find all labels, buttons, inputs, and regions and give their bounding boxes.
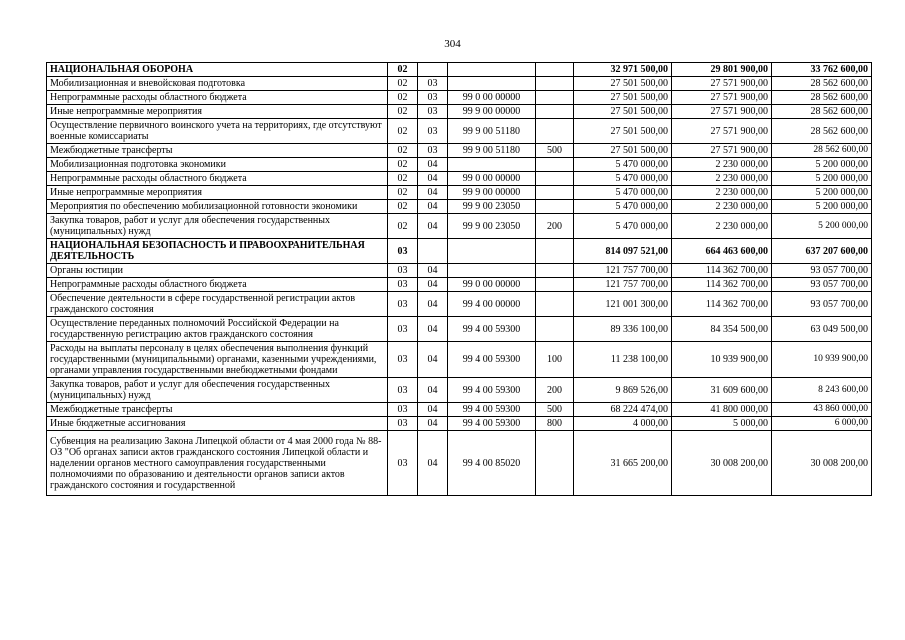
- row-subsection-code: 04: [418, 200, 448, 214]
- row-amount-year-2: 2 230 000,00: [672, 172, 772, 186]
- row-target-article: 99 0 00 00000: [448, 172, 536, 186]
- table-row: [47, 292, 872, 317]
- row-name: Межбюджетные трансферты: [47, 144, 388, 158]
- row-amount-year-1: 5 470 000,00: [574, 158, 672, 172]
- row-target-article: [448, 239, 536, 264]
- row-amount-year-3: 30 008 200,00: [772, 431, 872, 496]
- row-subsection-code: 04: [418, 214, 448, 239]
- row-target-article: 99 4 00 59300: [448, 417, 536, 431]
- row-expense-type: 200: [536, 378, 574, 403]
- row-amount-year-1: 31 665 200,00: [574, 431, 672, 496]
- row-target-article: 99 4 00 59300: [448, 317, 536, 342]
- row-name: Обеспечение деятельности в сфере государственной регистрации актов гражданского состояния: [47, 292, 388, 317]
- row-target-article: 99 4 00 85020: [448, 431, 536, 496]
- row-name: Мобилизационная и вневойсковая подготовка: [47, 77, 388, 91]
- table-row: [47, 378, 872, 403]
- row-amount-year-3: 6 000,00: [772, 417, 872, 431]
- row-section-code: 03: [388, 317, 418, 342]
- row-amount-year-2: 27 571 900,00: [672, 77, 772, 91]
- row-name: Иные бюджетные ассигнования: [47, 417, 388, 431]
- row-amount-year-3: 93 057 700,00: [772, 278, 872, 292]
- row-amount-year-1: 27 501 500,00: [574, 77, 672, 91]
- row-target-article: 99 9 00 23050: [448, 200, 536, 214]
- row-amount-year-2: 27 571 900,00: [672, 105, 772, 119]
- row-subsection-code: 04: [418, 278, 448, 292]
- row-section-code: 02: [388, 119, 418, 144]
- row-target-article: 99 4 00 59300: [448, 403, 536, 417]
- row-amount-year-1: 89 336 100,00: [574, 317, 672, 342]
- table-row: [47, 214, 872, 239]
- row-amount-year-2: 2 230 000,00: [672, 158, 772, 172]
- table-body: [47, 63, 872, 496]
- row-amount-year-3: 28 562 600,00: [772, 119, 872, 144]
- row-amount-year-3: 28 562 600,00: [772, 91, 872, 105]
- row-target-article: [448, 158, 536, 172]
- row-amount-year-2: 114 362 700,00: [672, 278, 772, 292]
- row-amount-year-2: 27 571 900,00: [672, 144, 772, 158]
- table-row: [47, 119, 872, 144]
- row-amount-year-3: 28 562 600,00: [772, 77, 872, 91]
- row-section-code: 02: [388, 91, 418, 105]
- row-amount-year-2: 664 463 600,00: [672, 239, 772, 264]
- row-amount-year-2: 2 230 000,00: [672, 186, 772, 200]
- row-subsection-code: 04: [418, 158, 448, 172]
- row-name: Мобилизационная подготовка экономики: [47, 158, 388, 172]
- row-expense-type: [536, 264, 574, 278]
- row-expense-type: 100: [536, 342, 574, 378]
- row-amount-year-1: 814 097 521,00: [574, 239, 672, 264]
- row-expense-type: [536, 172, 574, 186]
- row-amount-year-3: 637 207 600,00: [772, 239, 872, 264]
- table-row: [47, 317, 872, 342]
- row-amount-year-2: 27 571 900,00: [672, 91, 772, 105]
- row-amount-year-3: 33 762 600,00: [772, 63, 872, 77]
- row-amount-year-1: 32 971 500,00: [574, 63, 672, 77]
- row-amount-year-3: 43 860 000,00: [772, 403, 872, 417]
- row-subsection-code: 04: [418, 417, 448, 431]
- row-target-article: 99 9 00 00000: [448, 105, 536, 119]
- row-target-article: [448, 77, 536, 91]
- row-name: Иные непрограммные мероприятия: [47, 186, 388, 200]
- row-target-article: [448, 264, 536, 278]
- row-amount-year-1: 27 501 500,00: [574, 91, 672, 105]
- row-section-code: 02: [388, 77, 418, 91]
- row-section-code: 02: [388, 105, 418, 119]
- row-expense-type: [536, 239, 574, 264]
- row-name-text: Субвенция на реализацию Закона Липецкой области от 4 мая 2000 года № 88-ОЗ "Об органах записи актов гражданского состояния Липецкой области и наделении органов местного самоуправления государственными полномочиями по образованию и деятельности органов записи актов гражданского состояния и государственной: [50, 435, 382, 491]
- row-subsection-code: 03: [418, 144, 448, 158]
- row-amount-year-3: 5 200 000,00: [772, 186, 872, 200]
- row-expense-type: [536, 278, 574, 292]
- row-section-code: 02: [388, 186, 418, 200]
- row-expense-type: [536, 317, 574, 342]
- table-row: [47, 186, 872, 200]
- row-section-code: 03: [388, 403, 418, 417]
- row-target-article: 99 4 00 59300: [448, 378, 536, 403]
- row-section-code: 03: [388, 378, 418, 403]
- row-expense-type: 500: [536, 403, 574, 417]
- row-expense-type: [536, 186, 574, 200]
- row-section-code: 03: [388, 431, 418, 496]
- row-amount-year-1: 5 470 000,00: [574, 200, 672, 214]
- table-row: [47, 239, 872, 264]
- row-target-article: 99 9 00 00000: [448, 186, 536, 200]
- row-amount-year-1: 68 224 474,00: [574, 403, 672, 417]
- row-name: Мероприятия по обеспечению мобилизационной готовности экономики: [47, 200, 388, 214]
- row-amount-year-1: 121 757 700,00: [574, 264, 672, 278]
- row-subsection-code: 04: [418, 317, 448, 342]
- row-target-article: 99 4 00 59300: [448, 342, 536, 378]
- row-amount-year-3: 5 200 000,00: [772, 158, 872, 172]
- table-row: [47, 77, 872, 91]
- row-section-code: 02: [388, 144, 418, 158]
- row-subsection-code: 04: [418, 264, 448, 278]
- row-amount-year-3: 8 243 600,00: [772, 378, 872, 403]
- row-expense-type: [536, 292, 574, 317]
- row-target-article: 99 0 00 00000: [448, 278, 536, 292]
- row-subsection-code: 03: [418, 119, 448, 144]
- row-amount-year-3: 63 049 500,00: [772, 317, 872, 342]
- row-name: Осуществление переданных полномочий Российской Федерации на государственную регистрацию актов гражданского состояния: [47, 317, 388, 342]
- row-amount-year-2: 10 939 900,00: [672, 342, 772, 378]
- row-target-article: 99 0 00 00000: [448, 91, 536, 105]
- table-row: [47, 431, 872, 496]
- table-row: [47, 200, 872, 214]
- row-name: НАЦИОНАЛЬНАЯ ОБОРОНА: [47, 63, 388, 77]
- row-section-code: 02: [388, 214, 418, 239]
- row-name: Расходы на выплаты персоналу в целях обеспечения выполнения функций государственными (муниципальными) органами, казенными учреждениями, органами управления государственными внебюджетными фондами: [47, 342, 388, 378]
- row-amount-year-1: 121 001 300,00: [574, 292, 672, 317]
- table-row: [47, 342, 872, 378]
- table-row: [47, 172, 872, 186]
- table-row: [47, 105, 872, 119]
- row-expense-type: [536, 105, 574, 119]
- row-section-code: 02: [388, 63, 418, 77]
- row-amount-year-2: 31 609 600,00: [672, 378, 772, 403]
- row-subsection-code: 03: [418, 91, 448, 105]
- row-name: Непрограммные расходы областного бюджета: [47, 278, 388, 292]
- row-expense-type: [536, 158, 574, 172]
- row-subsection-code: 04: [418, 403, 448, 417]
- table-row: [47, 403, 872, 417]
- row-expense-type: [536, 63, 574, 77]
- row-name: Межбюджетные трансферты: [47, 403, 388, 417]
- row-amount-year-1: 27 501 500,00: [574, 119, 672, 144]
- row-name: [47, 431, 388, 496]
- budget-table: [46, 62, 872, 496]
- row-amount-year-1: 4 000,00: [574, 417, 672, 431]
- row-amount-year-1: 27 501 500,00: [574, 105, 672, 119]
- row-name: Непрограммные расходы областного бюджета: [47, 91, 388, 105]
- row-target-article: 99 9 00 23050: [448, 214, 536, 239]
- table-row: [47, 278, 872, 292]
- row-amount-year-2: 30 008 200,00: [672, 431, 772, 496]
- row-amount-year-2: 2 230 000,00: [672, 200, 772, 214]
- row-subsection-code: [418, 63, 448, 77]
- row-name: НАЦИОНАЛЬНАЯ БЕЗОПАСНОСТЬ И ПРАВООХРАНИТЕЛЬНАЯ ДЕЯТЕЛЬНОСТЬ: [47, 239, 388, 264]
- row-amount-year-3: 5 200 000,00: [772, 214, 872, 239]
- row-section-code: 02: [388, 172, 418, 186]
- row-subsection-code: 04: [418, 292, 448, 317]
- row-section-code: 03: [388, 278, 418, 292]
- table-row: [47, 144, 872, 158]
- row-amount-year-2: 29 801 900,00: [672, 63, 772, 77]
- row-amount-year-1: 27 501 500,00: [574, 144, 672, 158]
- row-target-article: 99 9 00 51180: [448, 144, 536, 158]
- row-target-article: [448, 63, 536, 77]
- table-row: [47, 264, 872, 278]
- row-section-code: 03: [388, 239, 418, 264]
- row-amount-year-1: 5 470 000,00: [574, 214, 672, 239]
- table-row: [47, 91, 872, 105]
- row-name: Закупка товаров, работ и услуг для обеспечения государственных (муниципальных) нужд: [47, 378, 388, 403]
- row-amount-year-2: 27 571 900,00: [672, 119, 772, 144]
- row-section-code: 02: [388, 200, 418, 214]
- row-amount-year-3: 93 057 700,00: [772, 264, 872, 278]
- row-target-article: 99 4 00 00000: [448, 292, 536, 317]
- row-expense-type: [536, 77, 574, 91]
- row-amount-year-3: 5 200 000,00: [772, 200, 872, 214]
- row-amount-year-2: 114 362 700,00: [672, 292, 772, 317]
- row-amount-year-3: 93 057 700,00: [772, 292, 872, 317]
- table-row: [47, 417, 872, 431]
- page-number: 304: [444, 38, 461, 50]
- row-amount-year-3: 5 200 000,00: [772, 172, 872, 186]
- row-name: Непрограммные расходы областного бюджета: [47, 172, 388, 186]
- row-amount-year-3: 28 562 600,00: [772, 144, 872, 158]
- row-name: Осуществление первичного воинского учета на территориях, где отсутствуют военные комиссариаты: [47, 119, 388, 144]
- row-expense-type: 500: [536, 144, 574, 158]
- row-amount-year-3: 10 939 900,00: [772, 342, 872, 378]
- row-expense-type: [536, 119, 574, 144]
- row-subsection-code: 04: [418, 186, 448, 200]
- row-amount-year-2: 114 362 700,00: [672, 264, 772, 278]
- row-subsection-code: 04: [418, 342, 448, 378]
- row-section-code: 03: [388, 342, 418, 378]
- row-amount-year-2: 41 800 000,00: [672, 403, 772, 417]
- row-section-code: 03: [388, 417, 418, 431]
- row-amount-year-1: 121 757 700,00: [574, 278, 672, 292]
- row-amount-year-2: 84 354 500,00: [672, 317, 772, 342]
- row-name: Закупка товаров, работ и услуг для обеспечения государственных (муниципальных) нужд: [47, 214, 388, 239]
- row-expense-type: [536, 431, 574, 496]
- row-expense-type: [536, 91, 574, 105]
- row-subsection-code: 04: [418, 172, 448, 186]
- row-section-code: 02: [388, 158, 418, 172]
- row-amount-year-1: 5 470 000,00: [574, 172, 672, 186]
- row-name: Органы юстиции: [47, 264, 388, 278]
- row-amount-year-1: 11 238 100,00: [574, 342, 672, 378]
- row-amount-year-2: 5 000,00: [672, 417, 772, 431]
- row-section-code: 03: [388, 264, 418, 278]
- row-amount-year-1: 5 470 000,00: [574, 186, 672, 200]
- row-amount-year-2: 2 230 000,00: [672, 214, 772, 239]
- row-subsection-code: 04: [418, 431, 448, 496]
- row-amount-year-3: 28 562 600,00: [772, 105, 872, 119]
- row-expense-type: [536, 200, 574, 214]
- row-subsection-code: 04: [418, 378, 448, 403]
- row-subsection-code: 03: [418, 77, 448, 91]
- row-subsection-code: 03: [418, 105, 448, 119]
- row-section-code: 03: [388, 292, 418, 317]
- row-expense-type: 200: [536, 214, 574, 239]
- row-amount-year-1: 9 869 526,00: [574, 378, 672, 403]
- row-expense-type: 800: [536, 417, 574, 431]
- row-name: Иные непрограммные мероприятия: [47, 105, 388, 119]
- table-row: [47, 63, 872, 77]
- row-target-article: 99 9 00 51180: [448, 119, 536, 144]
- table-row: [47, 158, 872, 172]
- row-subsection-code: [418, 239, 448, 264]
